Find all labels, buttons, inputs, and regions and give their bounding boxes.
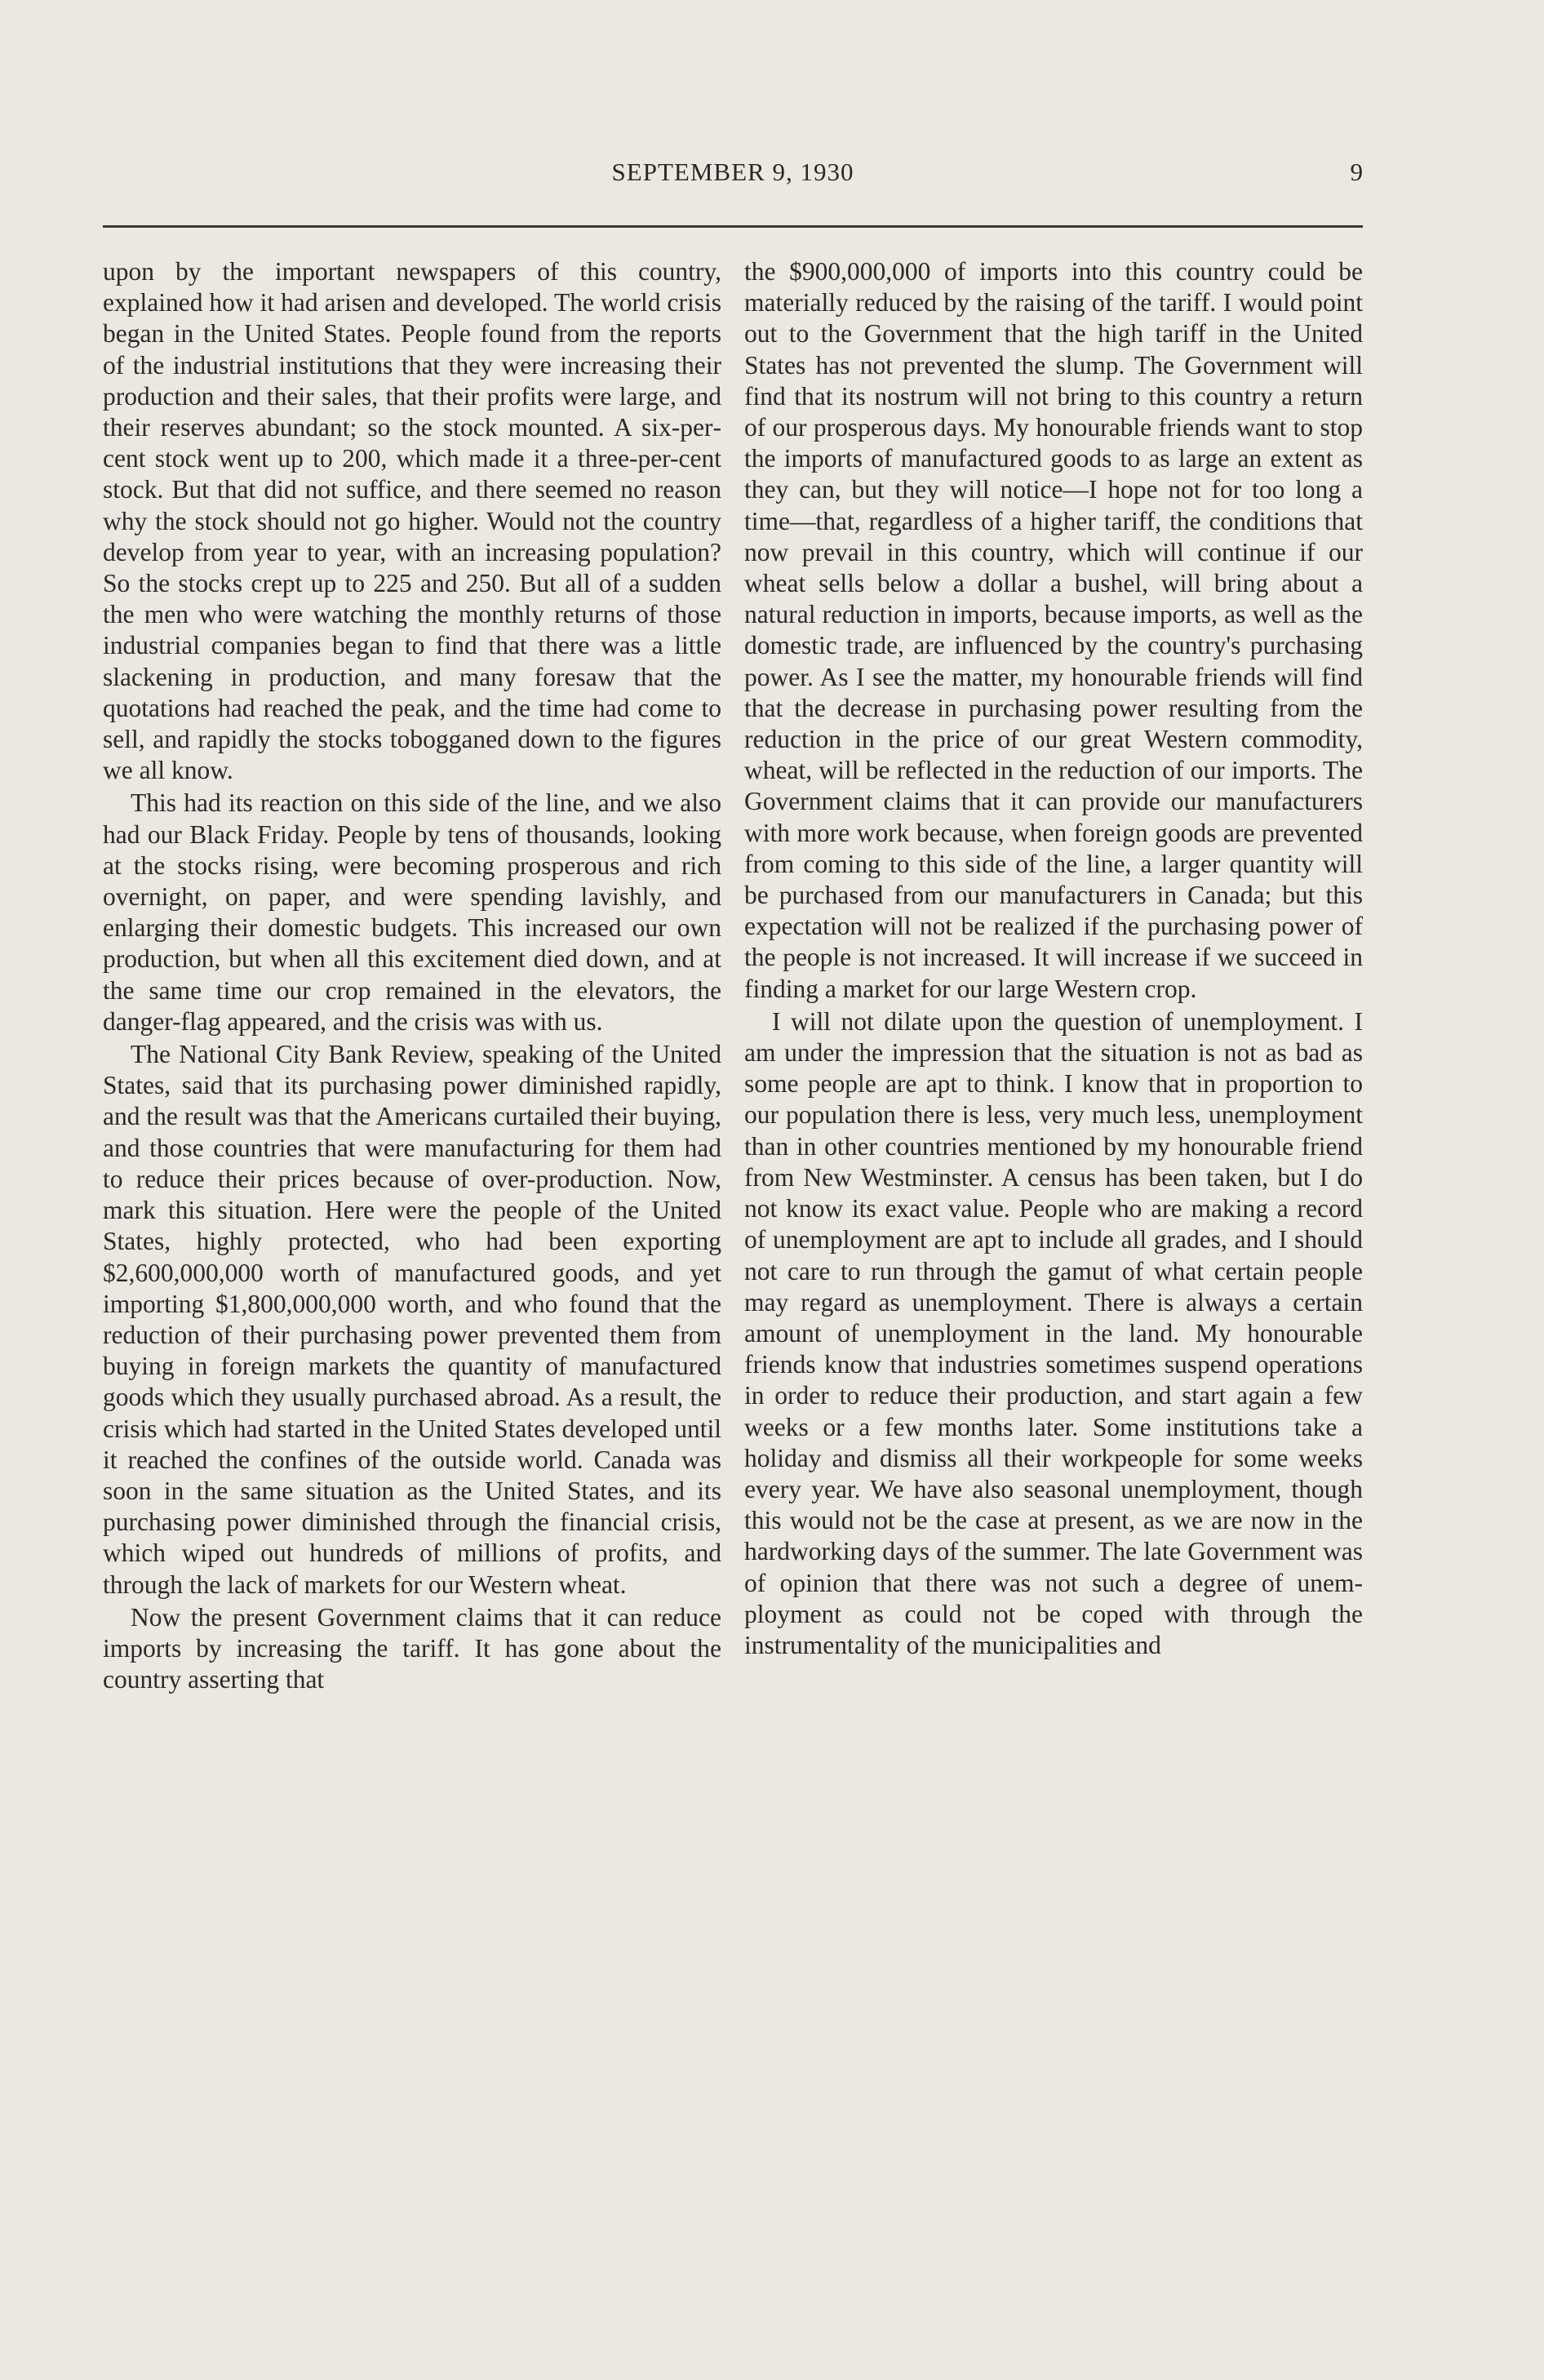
- page-number: 9: [1350, 158, 1363, 186]
- paragraph: The National City Bank Review, speaking of the United States, said that its purchasing power diminished rapidly, and the result was that the Americans curtailed their buying, and those countries that were manufacturing for them had to reduce their prices because of over-production. Now, mark this situation. Here were the people of the United States, highly protected, who had been exporting $2,600,000,000 worth of manufactured goods, and yet importing $1,800,000,000 worth, and who found that the reduction of their purchasing power prevented them from buying in foreign markets the quantity of manufactured goods which they usually purchased abroad. As a result, the crisis which had started in the United States developed until it reached the confines of the outside world. Canada was soon in the same situation as the United States, and its purchasing power diminished through the financial crisis, which wiped out hundreds of millions of profits, and through the lack of markets for our Western wheat.: [103, 1040, 721, 1599]
- header-date: SEPTEMBER 9, 1930: [611, 158, 854, 186]
- paragraph-continued: upon by the important newspapers of this country, explained how it had arisen and developed. The world crisis began in the United States. People found from the reports of the industrial institutions that they were increasing their production and their sales, that their profits were large, and their reserves abundant; so the stock mounted. A six-percent stock went up to 200, which made it a three-per-cent stock. But that did not suffice, and there seemed no reason why the stock should not go higher. Would not the country develop from year to year, with an increasing population? So the stocks crept up to 225 and 250. But all of a sudden the men who were watching the monthly returns of those industrial companies began to find that there was a little slackening in production, and many foresaw that the quotations had reached the peak, and the time had come to sell, and rapidly the stocks tobogganed down to the figures we all know.: [103, 257, 721, 785]
- left-column: [103, 256, 721, 2166]
- header-rule: [103, 225, 1363, 228]
- paragraph: Now the present Government claims that it can reduce imports by increasing the tariff. It has gone about the country asserting that: [103, 1602, 721, 1694]
- running-header: [103, 158, 1363, 190]
- paragraph: I will not dilate upon the question of unemployment. I am under the impression that the situation is not as bad as some people are apt to think. I know that in proportion to our population there is less, very much less, unemployment than in other countries mentioned by my honourable friend from New Westminster. A census has been taken, but I do not know its exact value. People who are making a record of unemployment are apt to include all grades, and I should not care to run through the gamut of what certain people may regard as unemployment. There is always a certain amount of unemployment in the land. My honourable friends know that industries sometimes suspend operations in order to reduce their production, and start again a few weeks or a few months later. Some institutions take a holiday and dismiss all their workpeople for some weeks every year. We have also seasonal unemployment, though this would not be the case at present, as we are now in the hardworking days of the summer. The late Government was of opinion that there was not such a degree of unemployment as could not be coped with through the instrumentality of the municipalities and: [744, 1006, 1363, 1659]
- paragraph: This had its reaction on this side of the line, and we also had our Black Friday. People by tens of thousands, looking at the stocks rising, were becoming prosperous and rich overnight, on paper, and were spending lavishly, and enlarging their domestic budgets. This increased our own production, but when all this excitement died down, and at the same time our crop remained in the elevators, the danger-flag appeared, and the crisis was with us.: [103, 788, 721, 1036]
- right-column: [744, 256, 1363, 2166]
- paragraph-continued: the $900,000,000 of imports into this country could be materially reduced by the raising of the tariff. I would point out to the Government that the high tariff in the United States has not prevented the slump. The Government will find that its nostrum will not bring to this country a return of our prosperous days. My honourable friends want to stop the imports of manufactured goods to as large an extent as they can, but they will notice—I hope not for too long a time—that, regardless of a higher tariff, the conditions that now prevail in this country, which will continue if our wheat sells below a dollar a bushel, will bring about a natural reduction in imports, because imports, as well as the domestic trade, are influenced by the country's purchasing power. As I see the matter, my honourable friends will find that the decrease in purchasing power resulting from the reduction in the price of our great Western commodity, wheat, will be reflected in the reduction of our imports. The Government claims that it can provide our manufacturers with more work because, when foreign goods are prevented from coming to this side of the line, a larger quantity will be purchased from our manufacturers in Canada; but this expectation will not be realized if the purchasing power of the people is not increased. It will increase if we succeed in finding a market for our large Western crop.: [744, 257, 1363, 1003]
